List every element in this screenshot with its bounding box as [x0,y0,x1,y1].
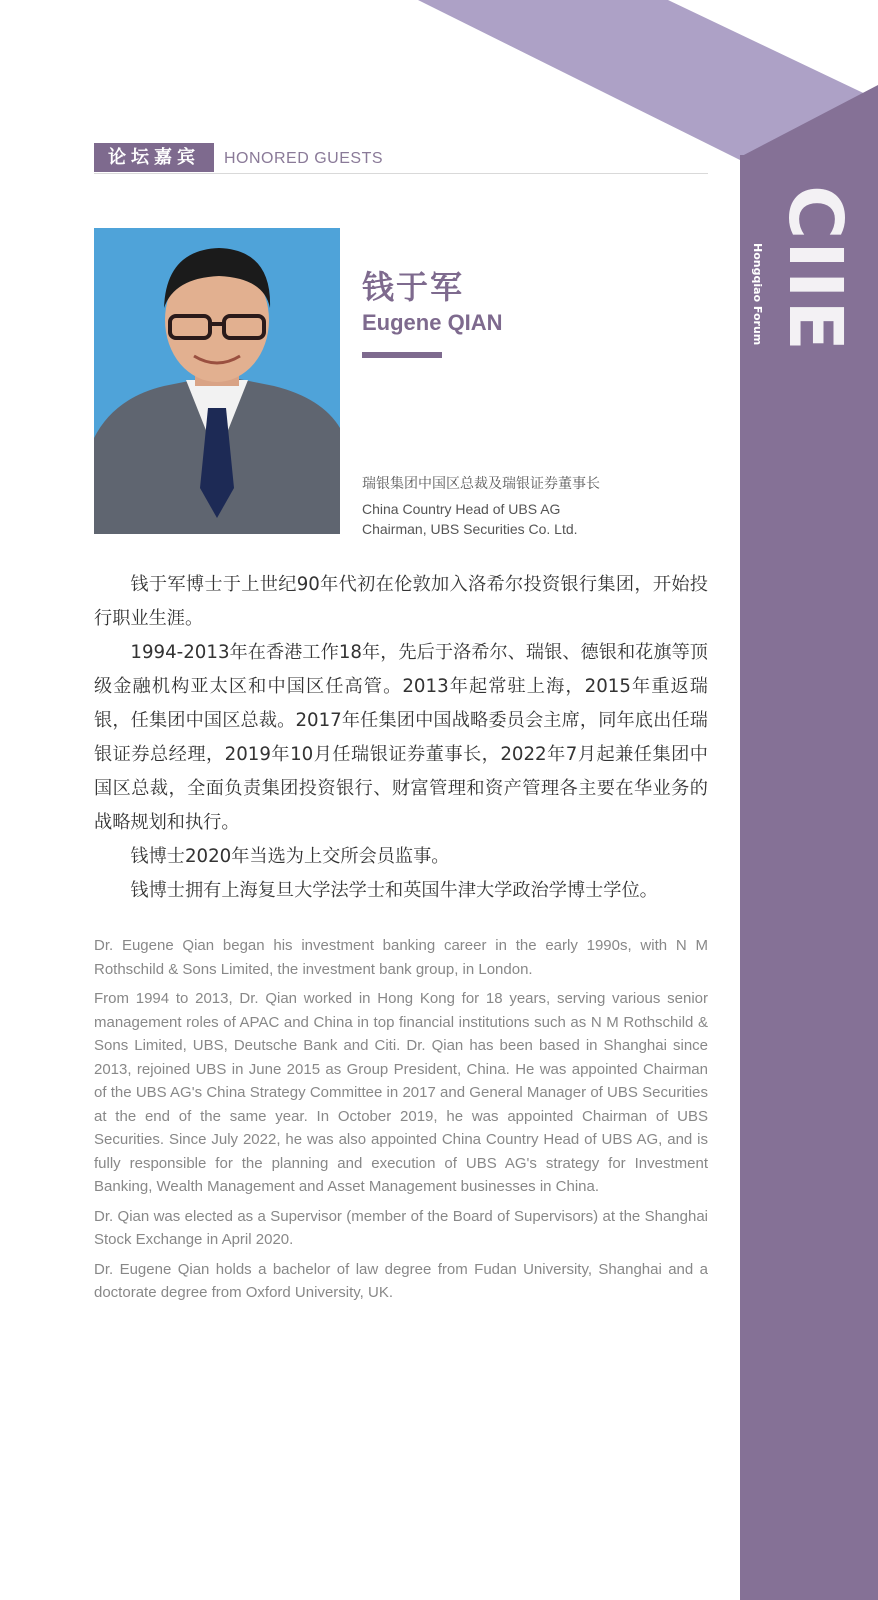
bio-en-paragraph: Dr. Eugene Qian holds a bachelor of law degree from Fudan University, Shanghai and a doctorate degree from Oxford University, UK. [94,1260,708,1301]
bio-en-paragraph: Dr. Qian was elected as a Supervisor (member of the Board of Supervisors) at the Shanghai Stock Exchange in April 2020. [94,1207,708,1248]
guest-title-cn: 瑞银集团中国区总裁及瑞银证券董事长 [362,476,600,492]
biography-en [94,934,708,1311]
bio-en-paragraph: Dr. Eugene Qian began his investment banking career in the early 1990s, with N M Rothschild & Sons Limited, the investment bank group, in London. [94,937,708,978]
ciie-logo [751,185,868,353]
name-underline [362,352,442,358]
header-cn-label: 论坛嘉宾 [94,143,214,172]
sidebar [740,155,878,1600]
biography-cn [94,568,708,908]
section-header [94,143,708,174]
bio-cn-paragraph: 钱博士拥有上海复旦大学法学士和英国牛津大学政治学博士学位。 [130,880,658,901]
logo-subtitle: Hongqiao Forum [751,243,764,346]
sidebar-bevel [740,85,878,157]
logo-mark: CIIE [772,185,858,353]
bio-en-paragraph: From 1994 to 2013, Dr. Qian worked in Hong Kong for 18 years, serving various senior management roles of APAC and China in top financial institutions such as N M Rothschild & Sons Limited, UBS, Deutsche Bank and Citi. Dr. Qian has been based in Shanghai since 2013, rejoined UBS in June 2015 as Group President, China. He was appointed Chairman of the UBS AG's China Strategy Committee in 2017 and General Manager of UBS Securities at the end of the same year. In October 2019, he was appointed Chairman of UBS Securities. Since July 2022, he was also appointed China Country Head of UBS AG, and is fully responsible for the planning and execution of UBS AG's strategy for Investment Banking, Wealth Management and Asset Management businesses in China. [94,990,708,1195]
bio-cn-paragraph: 钱博士2020年当选为上交所会员监事。 [130,846,450,867]
guest-title-en-2: Chairman, UBS Securities Co. Ltd. [362,521,578,537]
bio-cn-paragraph: 钱于军博士于上世纪90年代初在伦敦加入洛希尔投资银行集团，开始投行职业生涯。 [94,574,708,629]
header-en-label: HONORED GUESTS [224,150,384,167]
bio-cn-paragraph: 1994-2013年在香港工作18年，先后于洛希尔、瑞银、德银和花旗等顶级金融机构亚太区和中国区任高管。2013年起常驻上海，2015年重返瑞银，任集团中国区总裁。2017年任集团中国战略委员会主席，同年底出任瑞银证券总经理，2019年10月任瑞银证券董事长，2022年7月起兼任集团中国区总裁，全面负责集团投资银行、财富管理和资产管理各主要在华业务的战略规划和执行。 [94,642,708,833]
guest-name-cn: 钱于军 [362,268,465,306]
guest-title-en-1: China Country Head of UBS AG [362,501,561,517]
portrait-photo [94,228,340,534]
guest-name-en: Eugene QIAN [362,310,503,335]
